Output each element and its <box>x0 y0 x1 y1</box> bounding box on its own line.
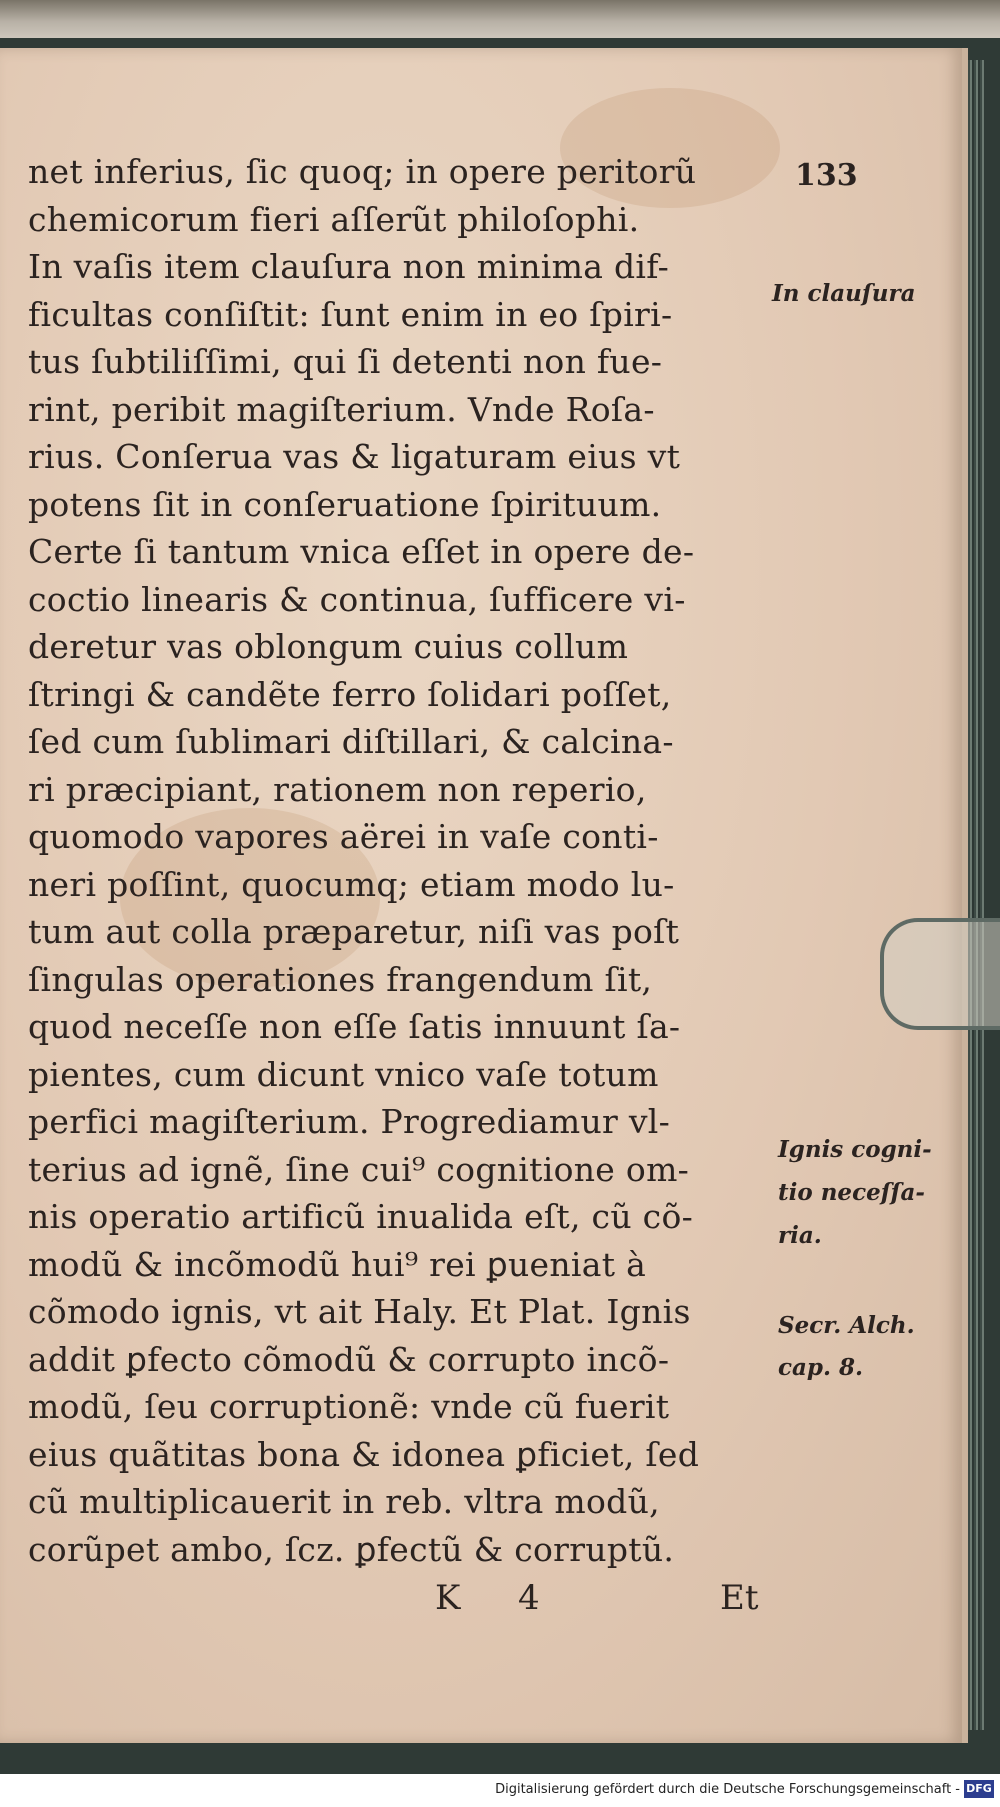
marginal-note-secreta <box>778 1305 915 1389</box>
book-clasp <box>880 918 1000 1030</box>
text-line: chemicorum fieri aſſerũt philoſophi. <box>28 199 640 239</box>
signature-letter: K <box>435 1578 461 1618</box>
text-line: rius. Conſerua vas & ligaturam eius vt <box>28 437 681 476</box>
footer-bar <box>0 1774 1000 1807</box>
text-line: ſingulas operationes frangendum ſit, <box>28 959 653 999</box>
text-line: ficultas conſiſtit: ſunt enim in eo ſpiri- <box>28 294 673 334</box>
text-line: nis operatio artificũ inualida eſt, cũ cõ- <box>28 1197 694 1236</box>
text-line: ſtringi & candẽte ferro ſolidari poſſet, <box>28 674 672 714</box>
text-line: tum aut colla præparetur, niſi vas poſt <box>28 912 680 951</box>
text-line: quod neceſſe non eſſe ſatis innuunt ſa- <box>28 1007 681 1046</box>
text-line: modũ, ſeu corruptionẽ: vnde cũ fuerit <box>28 1387 670 1426</box>
text-line: quomodo vapores aërei in vaſe conti- <box>28 817 659 856</box>
text-line: cõmodo ignis, vt ait Haly. Et Plat. Ignis <box>28 1292 691 1331</box>
text-line: cũ multiplicauerit in reb. vltra modũ, <box>28 1482 660 1521</box>
dfg-logo: DFG <box>964 1780 994 1798</box>
marginal-line: cap. 8. <box>778 1354 864 1381</box>
marginal-note-clausura <box>772 280 916 307</box>
text-line: corũpet ambo, ſcz. ꝑfectũ & corruptũ. <box>28 1529 675 1569</box>
text-line: terius ad ignẽ, ſine cui⁹ cognitione om- <box>28 1149 690 1189</box>
catchword: Et <box>720 1578 759 1618</box>
text-line: deretur vas oblongum cuius collum <box>28 627 629 666</box>
text-line: neri poſſint, quocumq; etiam modo lu- <box>28 864 675 904</box>
funding-credit: Digitalisierung gefördert durch die Deutsche Forschungsgemeinschaft - <box>495 1782 960 1797</box>
text-line: coctio linearis & continua, ſufficere vi- <box>28 579 686 619</box>
text-line: eius quãtitas bona & idonea ꝑficiet, ſed <box>28 1434 700 1474</box>
signature-number: 4 <box>518 1578 540 1618</box>
text-line: tus ſubtiliſſimi, qui ſi detenti non fue- <box>28 342 663 381</box>
text-line: perfici magiſterium. Progrediamur vl- <box>28 1102 671 1141</box>
marginal-line: Ignis cogni- <box>778 1136 932 1163</box>
text-line: ſed cum ſublimari diſtillari, & calcina- <box>28 722 674 761</box>
signature-mark <box>435 1578 540 1618</box>
text-line: pientes, cum dicunt vnico vaſe totum <box>28 1054 659 1094</box>
text-line: potens ſit in conſeruatione ſpirituum. <box>28 484 662 524</box>
marginal-line: ria. <box>778 1222 822 1249</box>
text-line: modũ & incõmodũ hui⁹ rei ꝑueniat à <box>28 1244 647 1284</box>
text-line: ri præcipiant, rationem non reperio, <box>28 769 647 809</box>
text-line: addit ꝑfecto cõmodũ & corrupto incõ- <box>28 1339 670 1379</box>
main-text-block <box>28 148 788 1573</box>
text-line: net inferius, ſic quoq; in opere peritorũ <box>28 152 697 191</box>
folio-number: 133 <box>795 158 858 193</box>
marginal-note-ignis <box>778 1128 932 1257</box>
marginal-line: Secr. Alch. <box>778 1312 915 1339</box>
marginal-line: In clauſura <box>772 280 916 307</box>
text-line: rint, peribit magiſterium. Vnde Roſa- <box>28 389 655 429</box>
text-line: Certe ſi tantum vnica eſſet in opere de- <box>28 532 695 571</box>
marginal-line: tio neceſſa- <box>778 1179 925 1206</box>
text-line: In vaſis item clauſura non minima dif- <box>28 247 670 286</box>
